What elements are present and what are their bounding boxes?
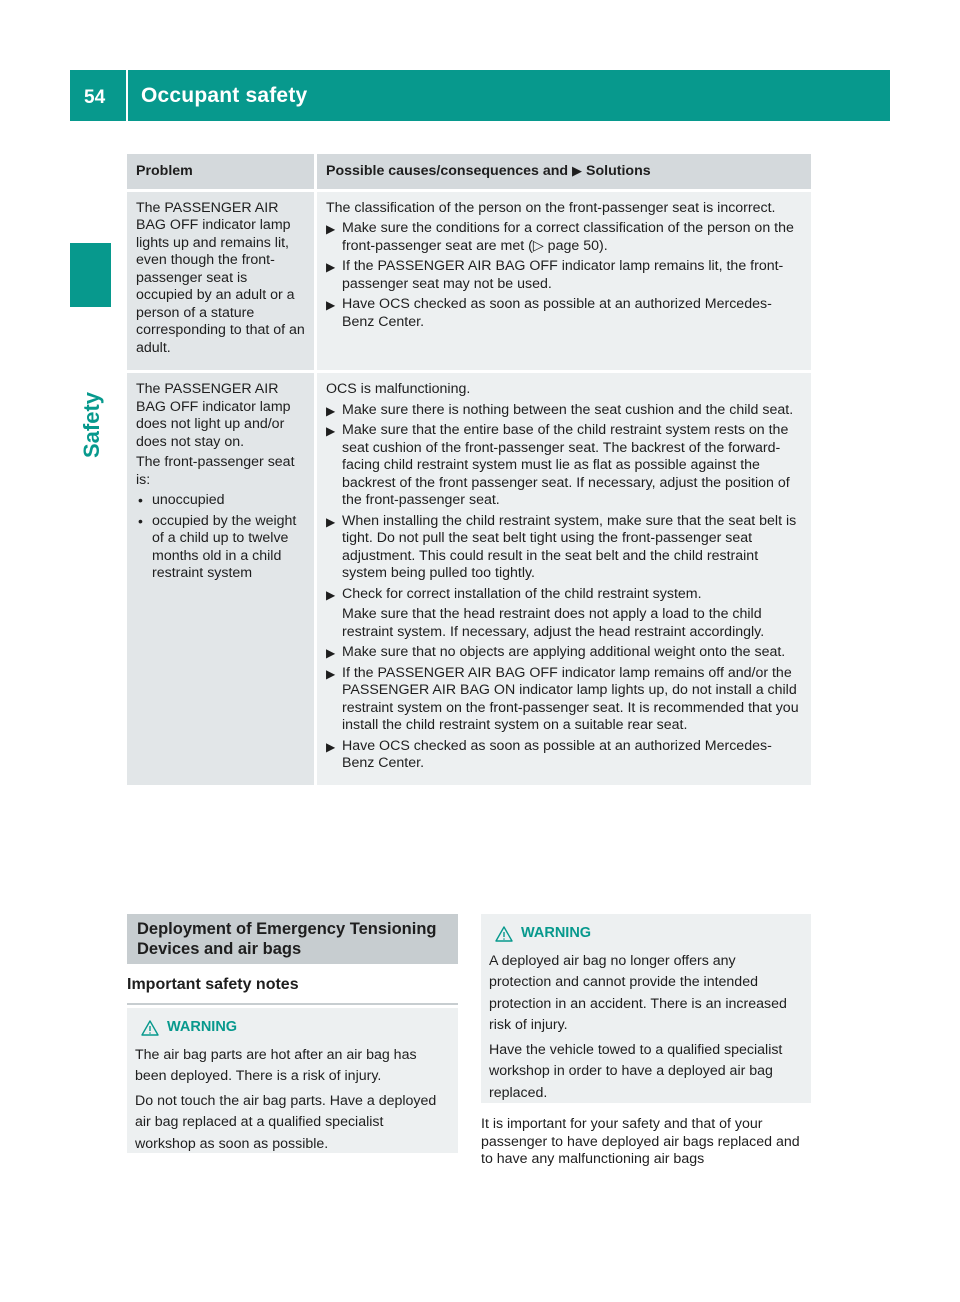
arrow-icon: ▶: [572, 163, 583, 178]
solution-step: [326, 513, 803, 583]
side-tab-marker: [70, 243, 111, 307]
header-problem: Problem: [127, 154, 316, 190]
problem-text: The front-passenger seat is:: [136, 454, 295, 488]
step-text: Make sure that no objects are applying additional weight onto the seat.: [342, 644, 786, 660]
step-arrow-icon: ▶: [326, 424, 336, 438]
warning-heading: [135, 1017, 448, 1039]
step-arrow-icon: ▶: [326, 587, 336, 602]
step-text: If the PASSENGER AIR BAG OFF indicator lamp remains lit, the front-passenger seat may not be used.: [342, 258, 784, 292]
warning-label: WARNING: [521, 925, 592, 941]
warning-triangle-icon: [495, 926, 513, 942]
step-continuation: Make sure that the head restraint does not apply a load to the child restraint system. If necessary, adjust the head restraint accordingly.: [342, 606, 765, 640]
solution-step: [326, 644, 803, 662]
bullet-dot-icon: •: [138, 512, 143, 529]
bullet-dot-icon: •: [138, 492, 143, 508]
problem-text: The PASSENGER AIR BAG OFF indicator lamp does not light up and/or does not stay on.: [136, 381, 291, 450]
step-text: Make sure there is nothing between the seat cushion and the child seat.: [342, 401, 794, 418]
solution-step: [326, 586, 803, 604]
solution-step: [326, 422, 803, 510]
solution-step: [326, 402, 803, 420]
warning-label: WARNING: [167, 1019, 238, 1035]
cause-text: The classification of the person on the front-passenger seat is incorrect.: [326, 199, 776, 216]
step-arrow-icon: ▶: [326, 739, 336, 754]
warning-box-left: [127, 1008, 458, 1153]
chapter-title: Occupant safety: [141, 84, 308, 107]
side-tab-label: [47, 391, 137, 459]
subsection-title: Important safety notes: [127, 976, 458, 1005]
table-row: [127, 372, 811, 785]
step-arrow-icon: ▶: [326, 403, 336, 418]
page-header: [70, 70, 890, 121]
solution-step: [326, 665, 803, 735]
step-arrow-icon: ▶: [326, 666, 336, 681]
side-tab-text: Safety: [79, 391, 104, 459]
problem-bullet: [136, 513, 306, 583]
warning-triangle-icon: [141, 1020, 159, 1036]
step-arrow-icon: ▶: [326, 298, 336, 312]
solution-cell: [316, 190, 812, 372]
cause-text: OCS is malfunctioning.: [326, 381, 471, 397]
problem-text: The PASSENGER AIR BAG OFF indicator lamp lights up and remains lit, even though the front-passenger seat is occupied by an adult or a person of a stature corresponding to that of an adult.: [136, 199, 305, 356]
bullet-text: occupied by the weight of a child up to twelve months old in a child restraint system: [152, 512, 297, 581]
step-text: Check for correct installation of the child restraint system.: [342, 585, 702, 602]
warning-paragraph: The air bag parts are hot after an air bag has been deployed. There is a risk of injury.: [135, 1046, 417, 1084]
troubleshooting-table: [127, 154, 811, 785]
bullet-text: unoccupied: [152, 492, 225, 508]
warning-heading: [489, 923, 801, 945]
step-arrow-icon: ▶: [326, 222, 336, 236]
header-solutions-pre: Possible causes/consequences and: [326, 163, 569, 179]
solution-step: [326, 296, 803, 331]
warning-box-right: [481, 914, 811, 1103]
page-number: 54: [84, 87, 106, 108]
step-text: Make sure the conditions for a correct classification of the person on the front-passenger seat are met (▷ page 50).: [342, 220, 794, 254]
solution-step: [326, 738, 803, 773]
step-text: Have OCS checked as soon as possible at an authorized Mercedes-Benz Center.: [342, 296, 772, 330]
step-text: Have OCS checked as soon as possible at an authorized Mercedes-Benz Center.: [342, 737, 772, 771]
step-arrow-icon: ▶: [326, 514, 336, 529]
step-text: When installing the child restraint system, make sure that the seat belt is tight. Do not pull the seat belt tight using the front-passenger seat adjustment. This could result in the seat belt and the child restraint system being pulled too tightly.: [342, 512, 797, 581]
warning-paragraph: Do not touch the air bag parts. Have a deployed air bag replaced at a qualified specialist workshop as soon as possible.: [135, 1092, 437, 1152]
table-row: [127, 190, 811, 372]
problem-cell: [127, 190, 316, 372]
solution-step: [326, 220, 803, 255]
solution-step: [326, 258, 803, 293]
problem-cell: [127, 372, 316, 785]
step-text: If the PASSENGER AIR BAG OFF indicator lamp remains off and/or the PASSENGER AIR BAG ON indicator lamp lights up, do not install a child restraint system on the front-passenger seat. It is recommended that you install the child restraint system on a suitable rear seat.: [342, 664, 799, 733]
section-title: Deployment of Emergency Tensioning Devices and air bags: [127, 914, 458, 964]
warning-paragraph: A deployed air bag no longer offers any protection and cannot provide the intended protection in an accident. There is an increased risk of injury.: [489, 952, 787, 1033]
table-header-row: [127, 154, 811, 190]
step-arrow-icon: ▶: [326, 260, 336, 274]
problem-bullet: [136, 492, 306, 510]
body-paragraph: It is important for your safety and that of your passenger to have deployed air bags replaced and to have any malfunctioning air bags: [481, 1116, 800, 1167]
header-solutions-post: Solutions: [586, 163, 651, 179]
step-text: Make sure that the entire base of the child restraint system rests on the seat cushion of the front-passenger seat. The backrest of the forward-facing child restraint system must lie as flat as possible against the backrest of the front passenger seat. If necessary, adjust the position of the front-passenger seat.: [342, 422, 790, 508]
solution-cell: [316, 372, 812, 785]
header-divider: [126, 70, 128, 121]
header-solutions: [316, 154, 812, 190]
warning-paragraph: Have the vehicle towed to a qualified specialist workshop in order to have a deployed air bag replaced.: [489, 1041, 783, 1101]
step-arrow-icon: ▶: [326, 646, 336, 660]
